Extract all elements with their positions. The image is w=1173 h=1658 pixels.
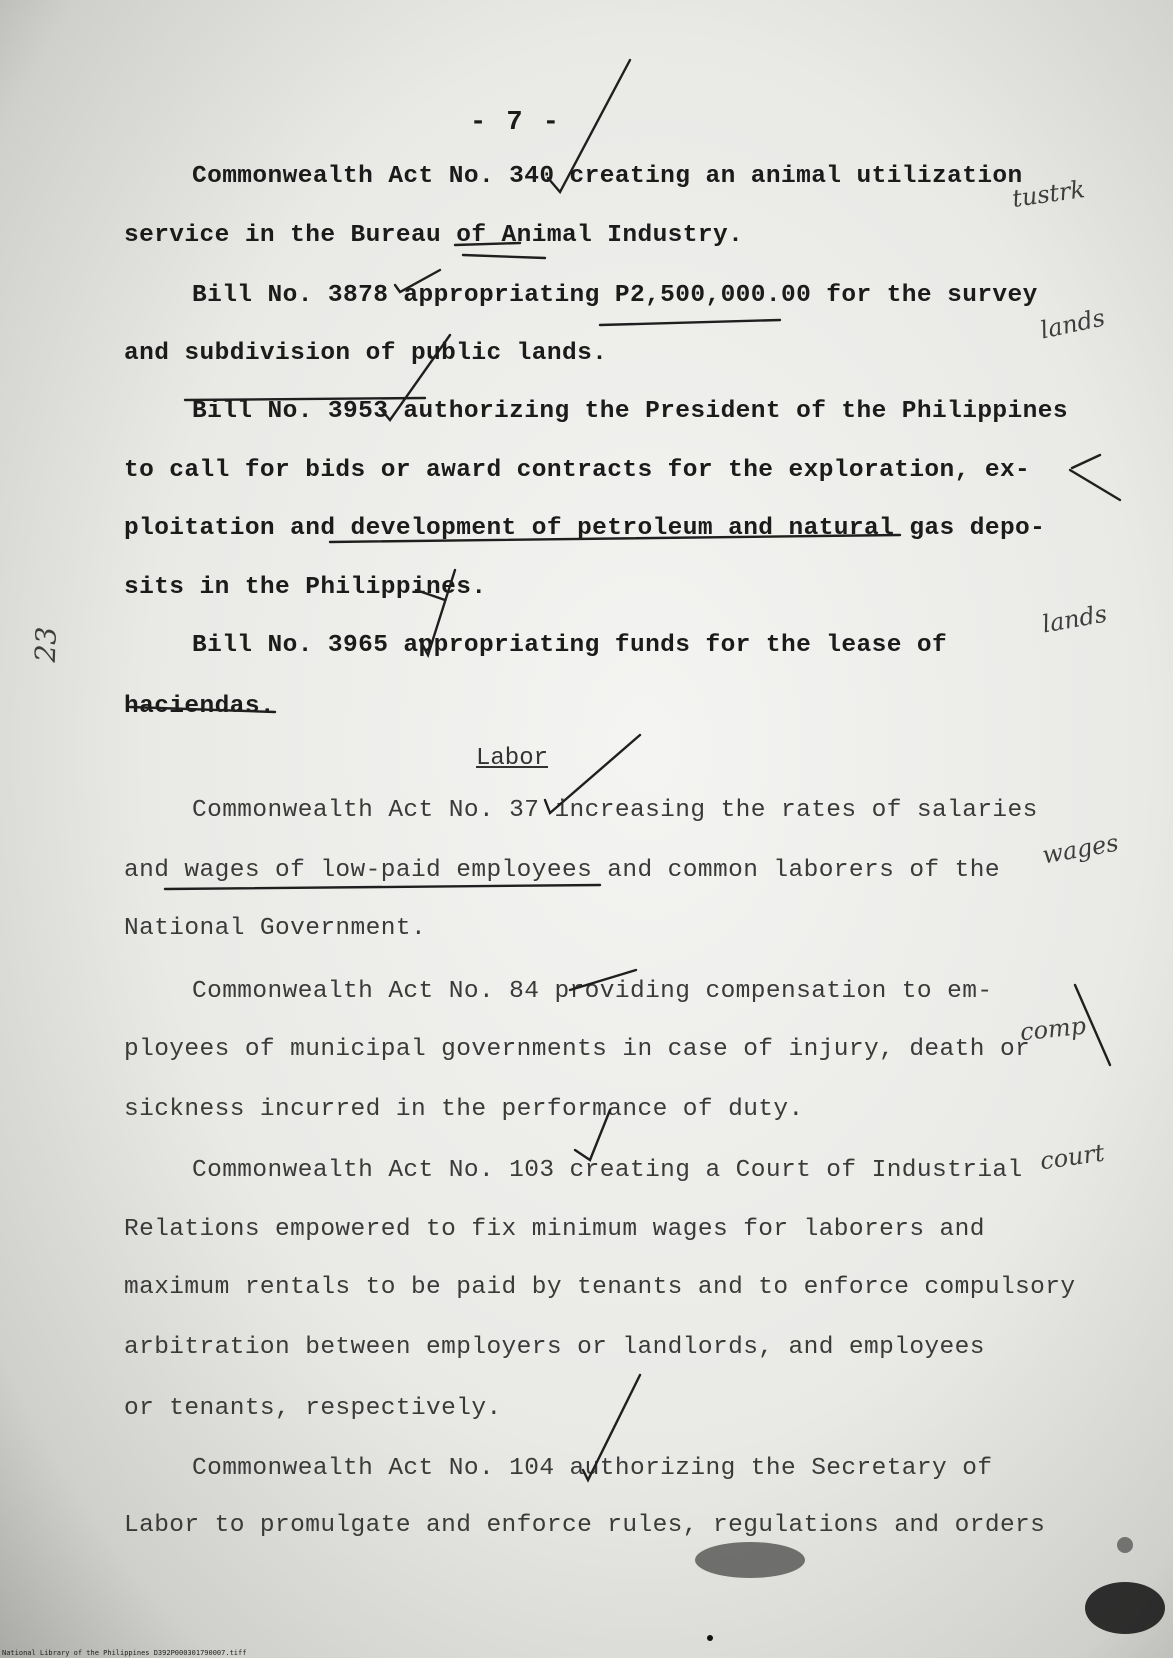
section-heading: Labor: [476, 745, 549, 772]
page-number: - 7 -: [470, 108, 562, 138]
margin-note: tustrk: [1010, 175, 1087, 213]
margin-note: comp: [1018, 1011, 1088, 1047]
ink-stain: [1085, 1582, 1165, 1634]
text-line: ploitation and development of petroleum and natural gas depo-: [124, 515, 1046, 542]
margin-note: lands: [1040, 599, 1110, 639]
check-mark: [575, 1110, 610, 1160]
check-mark: [548, 60, 630, 192]
text-line: sits in the Philippines.: [124, 574, 487, 601]
margin-note: court: [1038, 1138, 1107, 1176]
text-line: to call for bids or award contracts for the exploration, ex-: [124, 457, 1031, 484]
text-line: Commonwealth Act No. 104 authorizing the Secretary of: [192, 1455, 993, 1482]
text-line: arbitration between employers or landlords, and employees: [124, 1334, 985, 1361]
text-line: Commonwealth Act No. 84 providing compensation to em-: [192, 978, 993, 1005]
left-margin-note: 23: [28, 626, 63, 663]
text-line: maximum rentals to be paid by tenants and to enforce compulsory: [124, 1274, 1076, 1301]
check-mark: [420, 570, 455, 655]
text-line: Commonwealth Act No. 103 creating a Court of Industrial: [192, 1157, 1023, 1184]
check-mark: [380, 335, 450, 420]
footer: National Library of the Philippines D392P000301790007.tiff: [2, 1649, 247, 1657]
text-line: Relations empowered to fix minimum wages for laborers and: [124, 1216, 985, 1243]
text-line: Labor to promulgate and enforce rules, regulations and orders: [124, 1512, 1046, 1539]
text-line: haciendas.: [124, 693, 276, 720]
text-line: and wages of low-paid employees and common laborers of the: [124, 857, 1000, 884]
margin-note: wages: [1040, 828, 1121, 870]
check-mark: [583, 1375, 640, 1480]
text-line: Bill No. 3953 authorizing the President of the Philippines: [192, 398, 1068, 425]
text-line: Commonwealth Act No. 340 creating an animal utilization: [192, 163, 1023, 190]
text-line: service in the Bureau of Animal Industry.: [124, 222, 744, 249]
margin-note: lands: [1037, 303, 1108, 345]
text-line: and subdivision of public lands.: [124, 340, 608, 367]
text-line: National Government.: [124, 915, 427, 942]
check-mark: [545, 735, 640, 813]
text-line: Bill No. 3965 appropriating funds for the lease of: [192, 632, 948, 659]
text-line: Bill No. 3878 appropriating P2,500,000.00 for the survey: [192, 282, 1038, 309]
text-line: Commonwealth Act No. 37 increasing the rates of salaries: [192, 797, 1038, 824]
text-line: ployees of municipal governments in case of injury, death or: [124, 1036, 1031, 1063]
text-line: sickness incurred in the performance of duty.: [124, 1096, 804, 1123]
ink-stain: [695, 1542, 805, 1578]
check-mark: [395, 270, 440, 292]
text-line: or tenants, respectively.: [124, 1395, 502, 1422]
